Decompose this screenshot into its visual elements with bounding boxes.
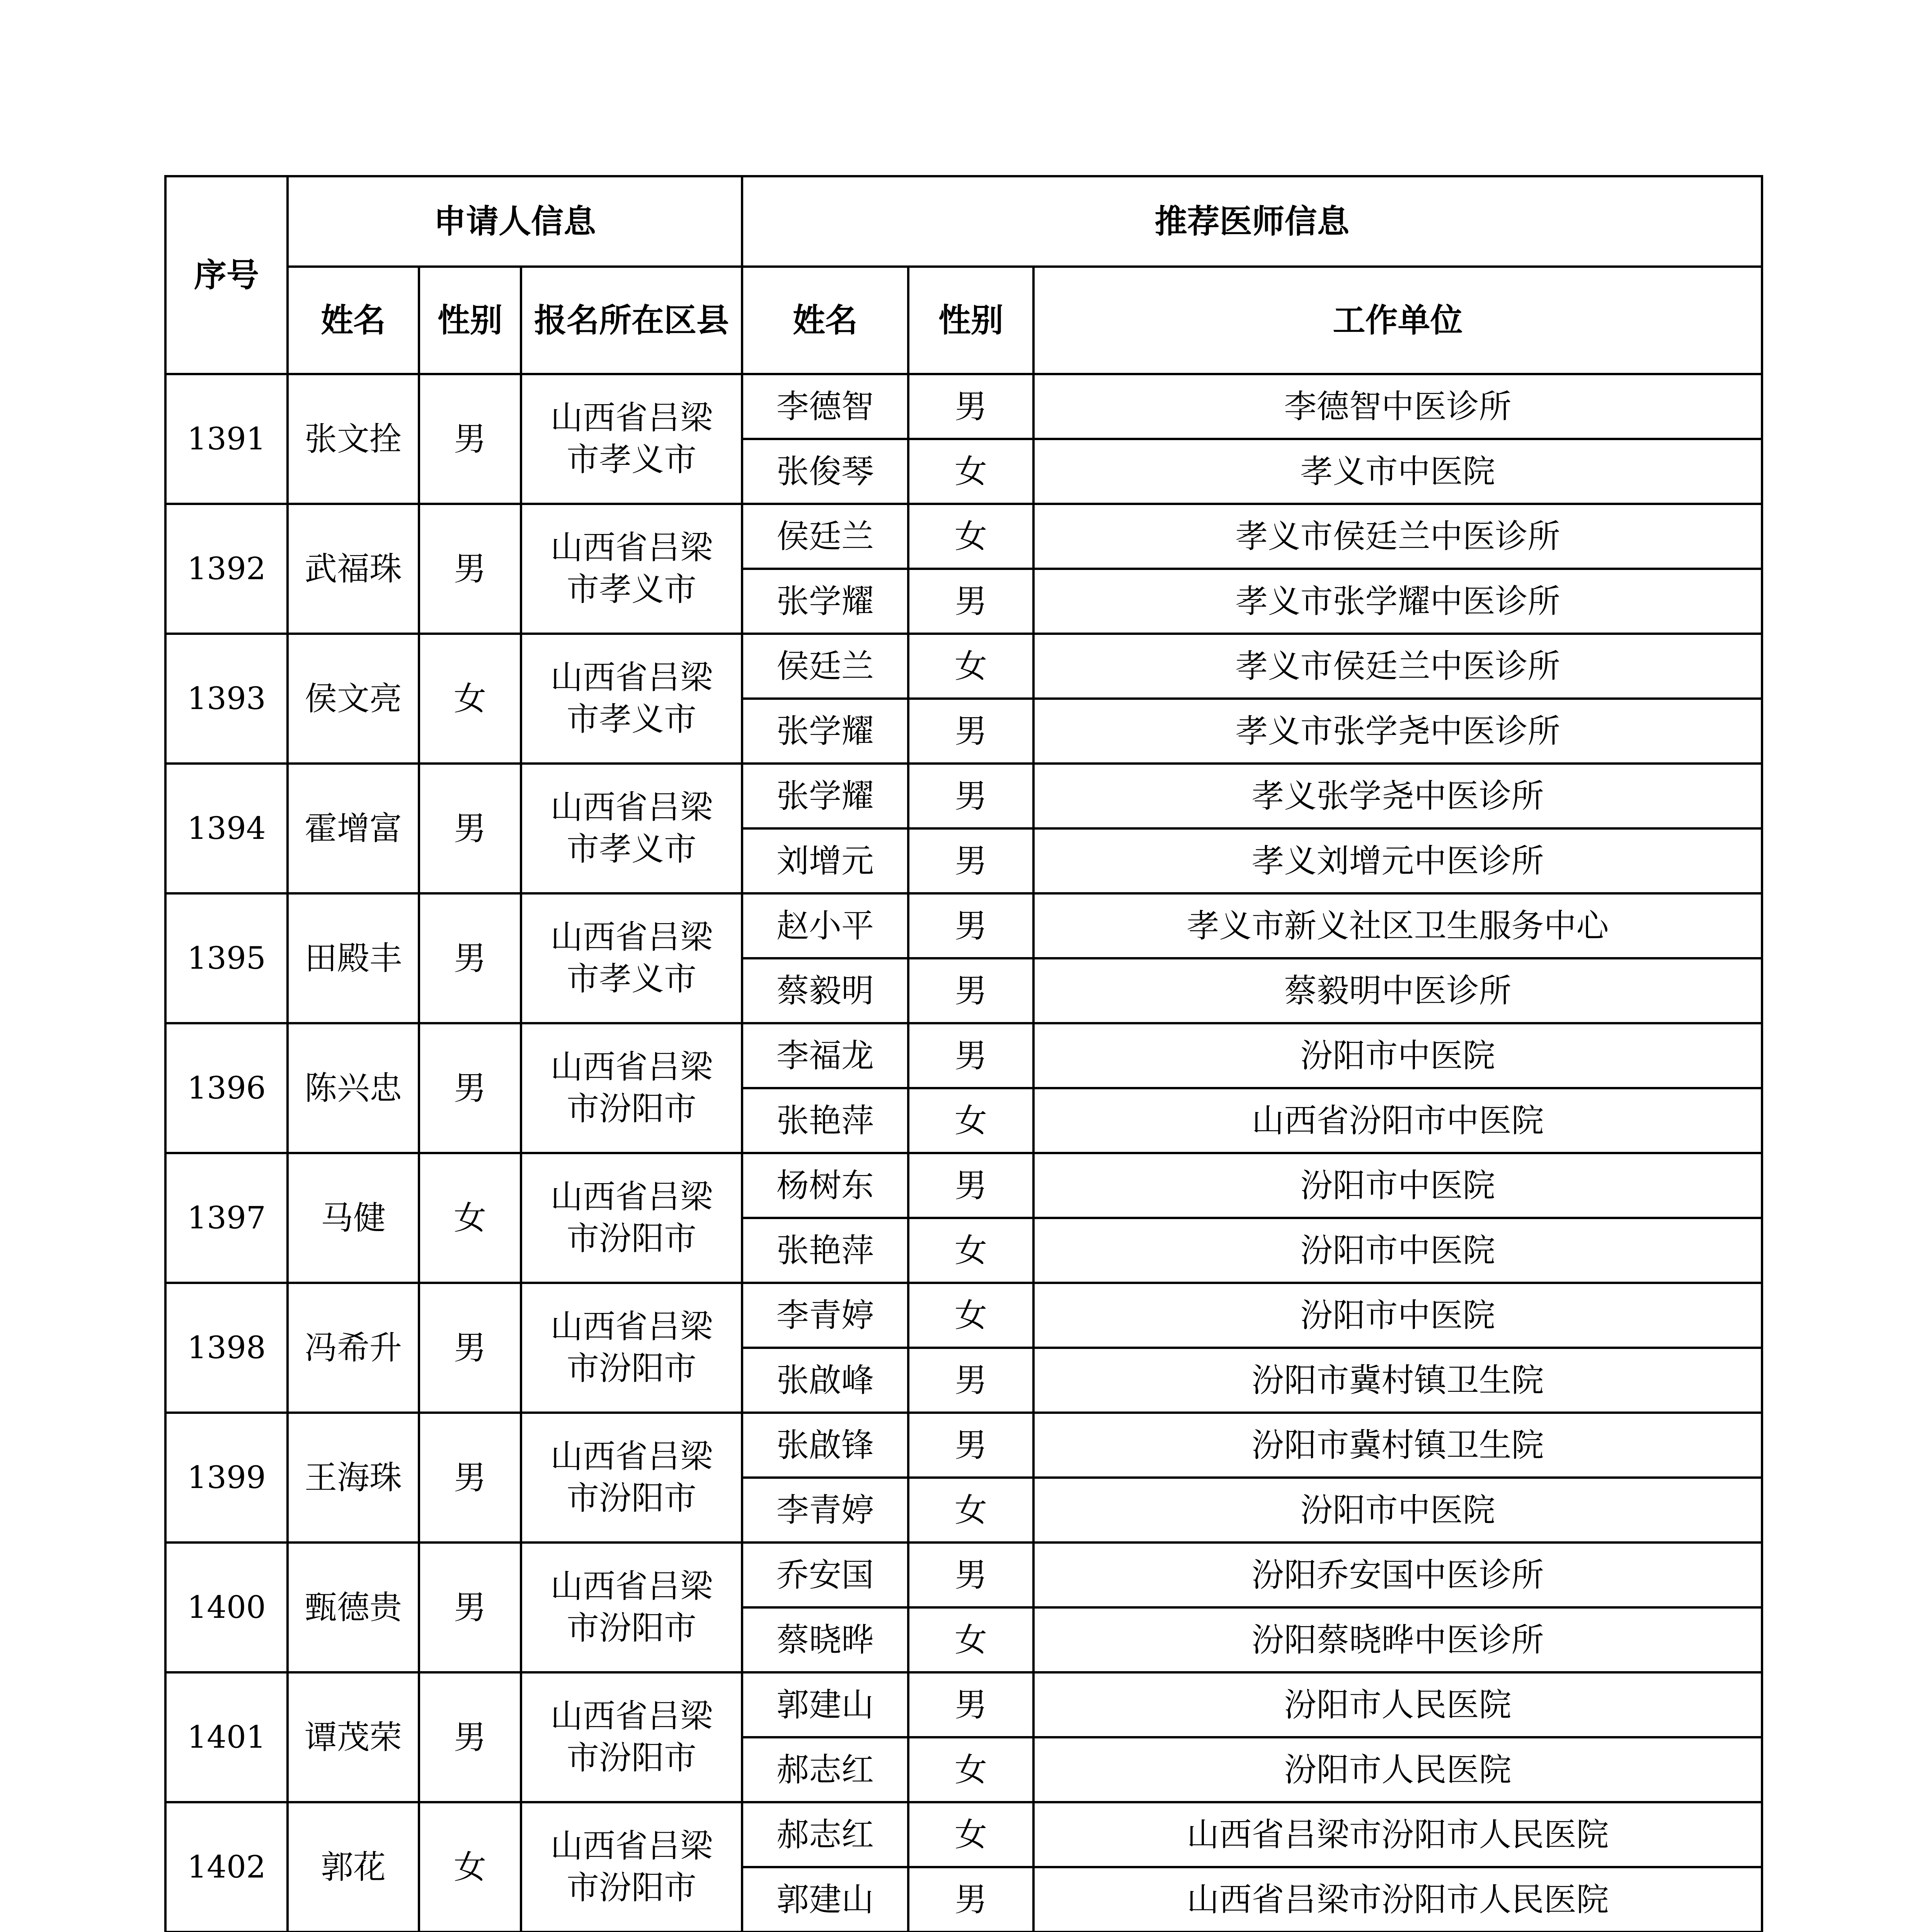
row-number: 1393 [165,634,288,764]
doctor-name-header: 姓名 [742,267,908,374]
applicant-region: 山西省吕梁市孝义市 [521,634,742,764]
applicant-info-header: 申请人信息 [288,176,742,267]
applicant-name-header: 姓名 [288,267,419,374]
applicant-region: 山西省吕梁市孝义市 [521,764,742,893]
applicant-gender: 男 [419,893,521,1023]
doctor-gender: 男 [908,1413,1033,1478]
doctor-gender: 男 [908,569,1033,634]
applicant-name: 郭花 [288,1802,419,1932]
doctor-gender: 男 [908,828,1033,893]
doctor-workplace: 孝义市中医院 [1033,439,1762,504]
doctor-workplace: 汾阳市冀村镇卫生院 [1033,1413,1762,1478]
applicant-gender: 男 [419,1543,521,1672]
doctor-workplace: 汾阳市冀村镇卫生院 [1033,1348,1762,1413]
doctor-workplace: 汾阳市中医院 [1033,1478,1762,1543]
doctor-workplace: 孝义市新义社区卫生服务中心 [1033,893,1762,958]
doctor-gender: 女 [908,634,1033,699]
doctor-name: 李福龙 [742,1023,908,1088]
doctor-name: 张俊琴 [742,439,908,504]
doctor-name: 张啟峰 [742,1348,908,1413]
row-number: 1399 [165,1413,288,1543]
doctor-workplace: 山西省汾阳市中医院 [1033,1088,1762,1153]
table-row [165,504,1762,569]
doctor-gender: 男 [908,1023,1033,1088]
table-row [165,634,1762,699]
table-row [165,1802,1762,1867]
doctor-name: 李青婷 [742,1283,908,1348]
applicant-gender: 男 [419,1672,521,1802]
doctor-gender: 男 [908,1348,1033,1413]
workplace-header: 工作单位 [1033,267,1762,374]
applicant-gender: 女 [419,1153,521,1283]
doctor-gender: 男 [908,1153,1033,1218]
doctor-gender: 女 [908,504,1033,569]
row-number: 1392 [165,504,288,634]
applicant-name: 霍增富 [288,764,419,893]
applicant-name: 冯希升 [288,1283,419,1413]
applicant-name: 甄德贵 [288,1543,419,1672]
applicant-region: 山西省吕梁市汾阳市 [521,1802,742,1932]
applicant-gender: 男 [419,1023,521,1153]
row-number: 1394 [165,764,288,893]
table-row [165,893,1762,958]
doctor-name: 张艳萍 [742,1088,908,1153]
doctor-gender: 女 [908,1088,1033,1153]
table-row [165,1023,1762,1088]
doctor-workplace: 汾阳市人民医院 [1033,1737,1762,1802]
doctor-name: 侯廷兰 [742,504,908,569]
doctor-workplace: 汾阳市中医院 [1033,1283,1762,1348]
row-number: 1391 [165,374,288,504]
row-number: 1395 [165,893,288,1023]
doctor-name: 郝志红 [742,1802,908,1867]
applicant-region: 山西省吕梁市汾阳市 [521,1672,742,1802]
region-header: 报名所在区县 [521,267,742,374]
doctor-workplace: 孝义市侯廷兰中医诊所 [1033,504,1762,569]
seq-header: 序号 [165,176,288,374]
doctor-gender: 女 [908,439,1033,504]
doctor-workplace: 汾阳乔安国中医诊所 [1033,1543,1762,1607]
doctor-workplace: 孝义市张学耀中医诊所 [1033,569,1762,634]
doctor-workplace: 孝义市侯廷兰中医诊所 [1033,634,1762,699]
applicant-gender: 女 [419,634,521,764]
applicant-region: 山西省吕梁市孝义市 [521,504,742,634]
doctor-name: 郭建山 [742,1672,908,1737]
doctor-name: 张学耀 [742,699,908,764]
applicant-name: 谭茂荣 [288,1672,419,1802]
doctor-workplace: 汾阳市中医院 [1033,1023,1762,1088]
applicant-gender: 男 [419,504,521,634]
doctor-workplace: 山西省吕梁市汾阳市人民医院 [1033,1867,1762,1932]
applicant-name: 张文拴 [288,374,419,504]
doctor-workplace: 蔡毅明中医诊所 [1033,958,1762,1023]
table-row [165,764,1762,828]
applicant-name: 侯文亮 [288,634,419,764]
applicant-table [164,175,1763,1932]
doctor-gender: 女 [908,1218,1033,1283]
doctor-name: 侯廷兰 [742,634,908,699]
doctor-name: 刘增元 [742,828,908,893]
doctor-name: 李德智 [742,374,908,439]
doctor-workplace: 孝义市张学尧中医诊所 [1033,699,1762,764]
doctor-gender: 女 [908,1478,1033,1543]
applicant-name: 王海珠 [288,1413,419,1543]
doctor-workplace: 山西省吕梁市汾阳市人民医院 [1033,1802,1762,1867]
doctor-workplace: 孝义张学尧中医诊所 [1033,764,1762,828]
doctor-workplace: 孝义刘增元中医诊所 [1033,828,1762,893]
table-row [165,374,1762,439]
doctor-name: 蔡毅明 [742,958,908,1023]
applicant-name: 武福珠 [288,504,419,634]
row-number: 1397 [165,1153,288,1283]
doctor-name: 郭建山 [742,1867,908,1932]
doctor-gender: 男 [908,699,1033,764]
applicant-gender: 男 [419,1413,521,1543]
table-row [165,1153,1762,1218]
applicant-gender-header: 性别 [419,267,521,374]
doctor-gender: 男 [908,374,1033,439]
doctor-name: 张啟锋 [742,1413,908,1478]
table-row [165,1283,1762,1348]
doctor-gender: 男 [908,958,1033,1023]
doctor-name: 张学耀 [742,569,908,634]
applicant-name: 田殿丰 [288,893,419,1023]
applicant-region: 山西省吕梁市汾阳市 [521,1283,742,1413]
applicant-gender: 男 [419,1283,521,1413]
table-body [165,374,1762,1932]
row-number: 1402 [165,1802,288,1932]
doctor-name: 赵小平 [742,893,908,958]
applicant-region: 山西省吕梁市汾阳市 [521,1153,742,1283]
applicant-gender: 男 [419,374,521,504]
table-row [165,1543,1762,1607]
applicant-name: 陈兴忠 [288,1023,419,1153]
applicant-name: 马健 [288,1153,419,1283]
doctor-name: 蔡晓晔 [742,1607,908,1672]
row-number: 1396 [165,1023,288,1153]
doctor-gender: 女 [908,1802,1033,1867]
doctor-workplace: 汾阳市中医院 [1033,1218,1762,1283]
doctor-name: 乔安国 [742,1543,908,1607]
doctor-name: 杨树东 [742,1153,908,1218]
doctor-gender: 男 [908,1867,1033,1932]
doctor-workplace: 汾阳市人民医院 [1033,1672,1762,1737]
applicant-region: 山西省吕梁市汾阳市 [521,1413,742,1543]
table-row [165,1413,1762,1478]
applicant-region: 山西省吕梁市孝义市 [521,893,742,1023]
doctor-workplace: 汾阳蔡晓晔中医诊所 [1033,1607,1762,1672]
doctor-name: 郝志红 [742,1737,908,1802]
doctor-name: 李青婷 [742,1478,908,1543]
doctor-gender: 女 [908,1737,1033,1802]
doctor-gender: 女 [908,1607,1033,1672]
row-number: 1398 [165,1283,288,1413]
doctor-name: 张学耀 [742,764,908,828]
row-number: 1401 [165,1672,288,1802]
doctor-workplace: 李德智中医诊所 [1033,374,1762,439]
applicant-region: 山西省吕梁市孝义市 [521,374,742,504]
applicant-gender: 女 [419,1802,521,1932]
doctor-gender-header: 性别 [908,267,1033,374]
doctor-name: 张艳萍 [742,1218,908,1283]
applicant-gender: 男 [419,764,521,893]
row-number: 1400 [165,1543,288,1672]
doctor-workplace: 汾阳市中医院 [1033,1153,1762,1218]
doctor-gender: 男 [908,764,1033,828]
doctor-gender: 男 [908,1672,1033,1737]
applicant-region: 山西省吕梁市汾阳市 [521,1543,742,1672]
applicant-region: 山西省吕梁市汾阳市 [521,1023,742,1153]
doctor-gender: 男 [908,893,1033,958]
table-row [165,1672,1762,1737]
doctor-gender: 男 [908,1543,1033,1607]
doctor-info-header: 推荐医师信息 [742,176,1762,267]
doctor-gender: 女 [908,1283,1033,1348]
